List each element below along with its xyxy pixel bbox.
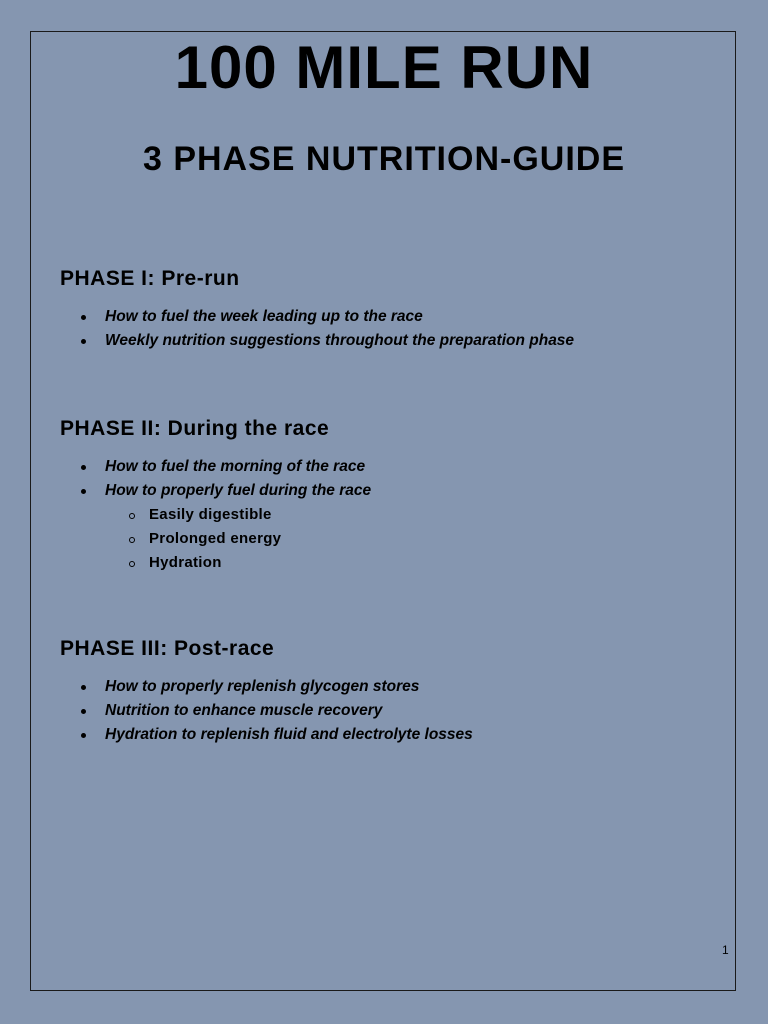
bullet-dot-icon [81,489,86,494]
list-item [60,675,720,699]
sub-list-item-text: Hydration [149,554,222,571]
list-item [60,699,720,723]
bullet-dot-icon [81,709,86,714]
phase-2-bullet-list [60,455,720,503]
bullet-dot-icon [81,339,86,344]
document-title: 100 MILE RUN [174,34,594,101]
phase-1-section [60,268,720,353]
list-item-text: How to fuel the morning of the race [105,458,366,475]
list-item [60,723,720,747]
bullet-dot-icon [81,315,86,320]
sub-list-item [60,503,720,527]
bullet-dot-icon [81,733,86,738]
list-item-text: How to fuel the week leading up to the race [105,308,423,325]
phase-2-sub-bullet-list [60,503,720,575]
list-item-text: Weekly nutrition suggestions throughout the preparation phase [105,332,575,349]
phase-1-bullet-list [60,305,720,353]
phase-3-section [60,638,720,747]
list-item-text: Hydration to replenish fluid and electrolyte losses [105,726,473,743]
list-item [60,479,720,503]
hollow-circle-icon [129,561,135,567]
list-item-text: How to properly fuel during the race [105,482,372,499]
hollow-circle-icon [129,537,135,543]
phase-3-bullet-list [60,675,720,747]
phase-1-heading: PHASE I: Pre-run [60,267,240,290]
list-item-text: How to properly replenish glycogen stores [105,678,420,695]
sub-list-item [60,551,720,575]
list-item [60,305,720,329]
bullet-dot-icon [81,465,86,470]
sub-list-item [60,527,720,551]
list-item [60,329,720,353]
list-item-text: Nutrition to enhance muscle recovery [105,702,383,719]
document-subtitle: 3 PHASE NUTRITION-GUIDE [142,140,626,178]
hollow-circle-icon [129,513,135,519]
sub-list-item-text: Prolonged energy [149,530,282,547]
bullet-dot-icon [81,685,86,690]
phase-3-heading: PHASE III: Post-race [60,637,275,660]
phase-2-section [60,418,720,575]
phase-2-heading: PHASE II: During the race [60,417,330,440]
sub-list-item-text: Easily digestible [149,506,272,523]
list-item [60,455,720,479]
page-number: 1 [722,943,729,957]
